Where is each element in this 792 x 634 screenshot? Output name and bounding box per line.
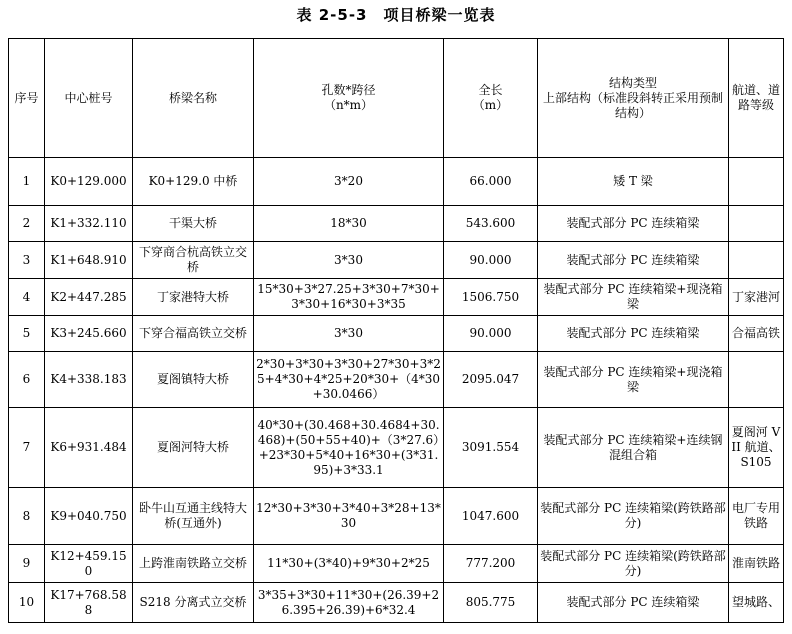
cell-crossing: 望城路、 [729, 583, 784, 623]
cell-station: K2+447.285 [45, 279, 133, 316]
cell-station: K17+768.588 [45, 583, 133, 623]
table-row [9, 352, 784, 408]
header-span: 孔数*跨径 （n*m） [254, 39, 444, 158]
cell-length: 3091.554 [444, 408, 538, 488]
table-row [9, 408, 784, 488]
cell-name: 上跨淮南铁路立交桥 [133, 545, 254, 583]
cell-structure: 装配式部分 PC 连续箱梁+现浇箱梁 [538, 279, 729, 316]
cell-no: 1 [9, 158, 45, 206]
cell-crossing [729, 158, 784, 206]
cell-length: 777.200 [444, 545, 538, 583]
cell-no: 7 [9, 408, 45, 488]
cell-span: 2*30+3*30+3*30+27*30+3*25+4*30+4*25+20*30+（4*30+30.0466） [254, 352, 444, 408]
header-no: 序号 [9, 39, 45, 158]
cell-structure: 装配式部分 PC 连续箱梁(跨铁路部分) [538, 545, 729, 583]
cell-span: 12*30+3*30+3*40+3*28+13*30 [254, 488, 444, 545]
cell-name: 下穿合福高铁立交桥 [133, 316, 254, 352]
cell-name: 丁家港特大桥 [133, 279, 254, 316]
cell-structure: 装配式部分 PC 连续箱梁 [538, 206, 729, 242]
cell-structure: 矮 T 梁 [538, 158, 729, 206]
cell-structure: 装配式部分 PC 连续箱梁 [538, 316, 729, 352]
cell-station: K4+338.183 [45, 352, 133, 408]
table-title: 表 2-5-3 项目桥梁一览表 [296, 6, 496, 24]
table-row [9, 583, 784, 623]
cell-name: 卧牛山互通主线特大桥(互通外) [133, 488, 254, 545]
cell-crossing: 夏阁河 VII 航道、S105 [729, 408, 784, 488]
header-crossing: 航道、道路等级 [729, 39, 784, 158]
cell-no: 3 [9, 242, 45, 279]
cell-length: 805.775 [444, 583, 538, 623]
cell-length: 543.600 [444, 206, 538, 242]
cell-name: 夏阁河特大桥 [133, 408, 254, 488]
cell-crossing: 丁家港河 [729, 279, 784, 316]
table-row [9, 242, 784, 279]
cell-no: 8 [9, 488, 45, 545]
cell-structure: 装配式部分 PC 连续箱梁 [538, 242, 729, 279]
cell-structure: 装配式部分 PC 连续箱梁+连续钢混组合箱 [538, 408, 729, 488]
cell-no: 5 [9, 316, 45, 352]
cell-crossing [729, 242, 784, 279]
cell-length: 90.000 [444, 316, 538, 352]
table-row [9, 206, 784, 242]
cell-span: 3*20 [254, 158, 444, 206]
cell-no: 10 [9, 583, 45, 623]
table-row [9, 279, 784, 316]
cell-no: 9 [9, 545, 45, 583]
cell-length: 90.000 [444, 242, 538, 279]
header-name: 桥梁名称 [133, 39, 254, 158]
cell-crossing [729, 206, 784, 242]
header-structure: 结构类型 上部结构（标准段斜转正采用预制结构） [538, 39, 729, 158]
table-row [9, 158, 784, 206]
cell-structure: 装配式部分 PC 连续箱梁(跨铁路部分) [538, 488, 729, 545]
cell-name: K0+129.0 中桥 [133, 158, 254, 206]
cell-length: 1047.600 [444, 488, 538, 545]
header-length: 全长 （m） [444, 39, 538, 158]
cell-crossing [729, 352, 784, 408]
cell-station: K3+245.660 [45, 316, 133, 352]
cell-station: K1+332.110 [45, 206, 133, 242]
cell-station: K0+129.000 [45, 158, 133, 206]
cell-no: 4 [9, 279, 45, 316]
cell-name: S218 分离式立交桥 [133, 583, 254, 623]
table-row [9, 488, 784, 545]
cell-station: K1+648.910 [45, 242, 133, 279]
cell-length: 66.000 [444, 158, 538, 206]
cell-name: 夏阁镇特大桥 [133, 352, 254, 408]
cell-span: 18*30 [254, 206, 444, 242]
table-row [9, 316, 784, 352]
cell-station: K9+040.750 [45, 488, 133, 545]
cell-span: 3*30 [254, 316, 444, 352]
cell-length: 2095.047 [444, 352, 538, 408]
table-row [9, 545, 784, 583]
bridge-table [8, 38, 784, 623]
cell-span: 3*35+3*30+11*30+(26.39+26.395+26.39)+6*32.4 [254, 583, 444, 623]
cell-station: K12+459.150 [45, 545, 133, 583]
cell-span: 11*30+(3*40)+9*30+2*25 [254, 545, 444, 583]
cell-no: 2 [9, 206, 45, 242]
header-row [9, 39, 784, 158]
cell-crossing: 合福高铁 [729, 316, 784, 352]
cell-length: 1506.750 [444, 279, 538, 316]
cell-span: 40*30+(30.468+30.4684+30.468)+(50+55+40)+（3*27.6）+23*30+5*40+16*30+(3*31.95)+3*33.1 [254, 408, 444, 488]
cell-no: 6 [9, 352, 45, 408]
cell-name: 干渠大桥 [133, 206, 254, 242]
cell-station: K6+931.484 [45, 408, 133, 488]
cell-structure: 装配式部分 PC 连续箱梁+现浇箱梁 [538, 352, 729, 408]
cell-crossing: 淮南铁路 [729, 545, 784, 583]
cell-name: 下穿商合杭高铁立交桥 [133, 242, 254, 279]
cell-structure: 装配式部分 PC 连续箱梁 [538, 583, 729, 623]
cell-crossing: 电厂专用铁路 [729, 488, 784, 545]
cell-span: 3*30 [254, 242, 444, 279]
cell-span: 15*30+3*27.25+3*30+7*30+3*30+16*30+3*35 [254, 279, 444, 316]
header-station: 中心桩号 [45, 39, 133, 158]
